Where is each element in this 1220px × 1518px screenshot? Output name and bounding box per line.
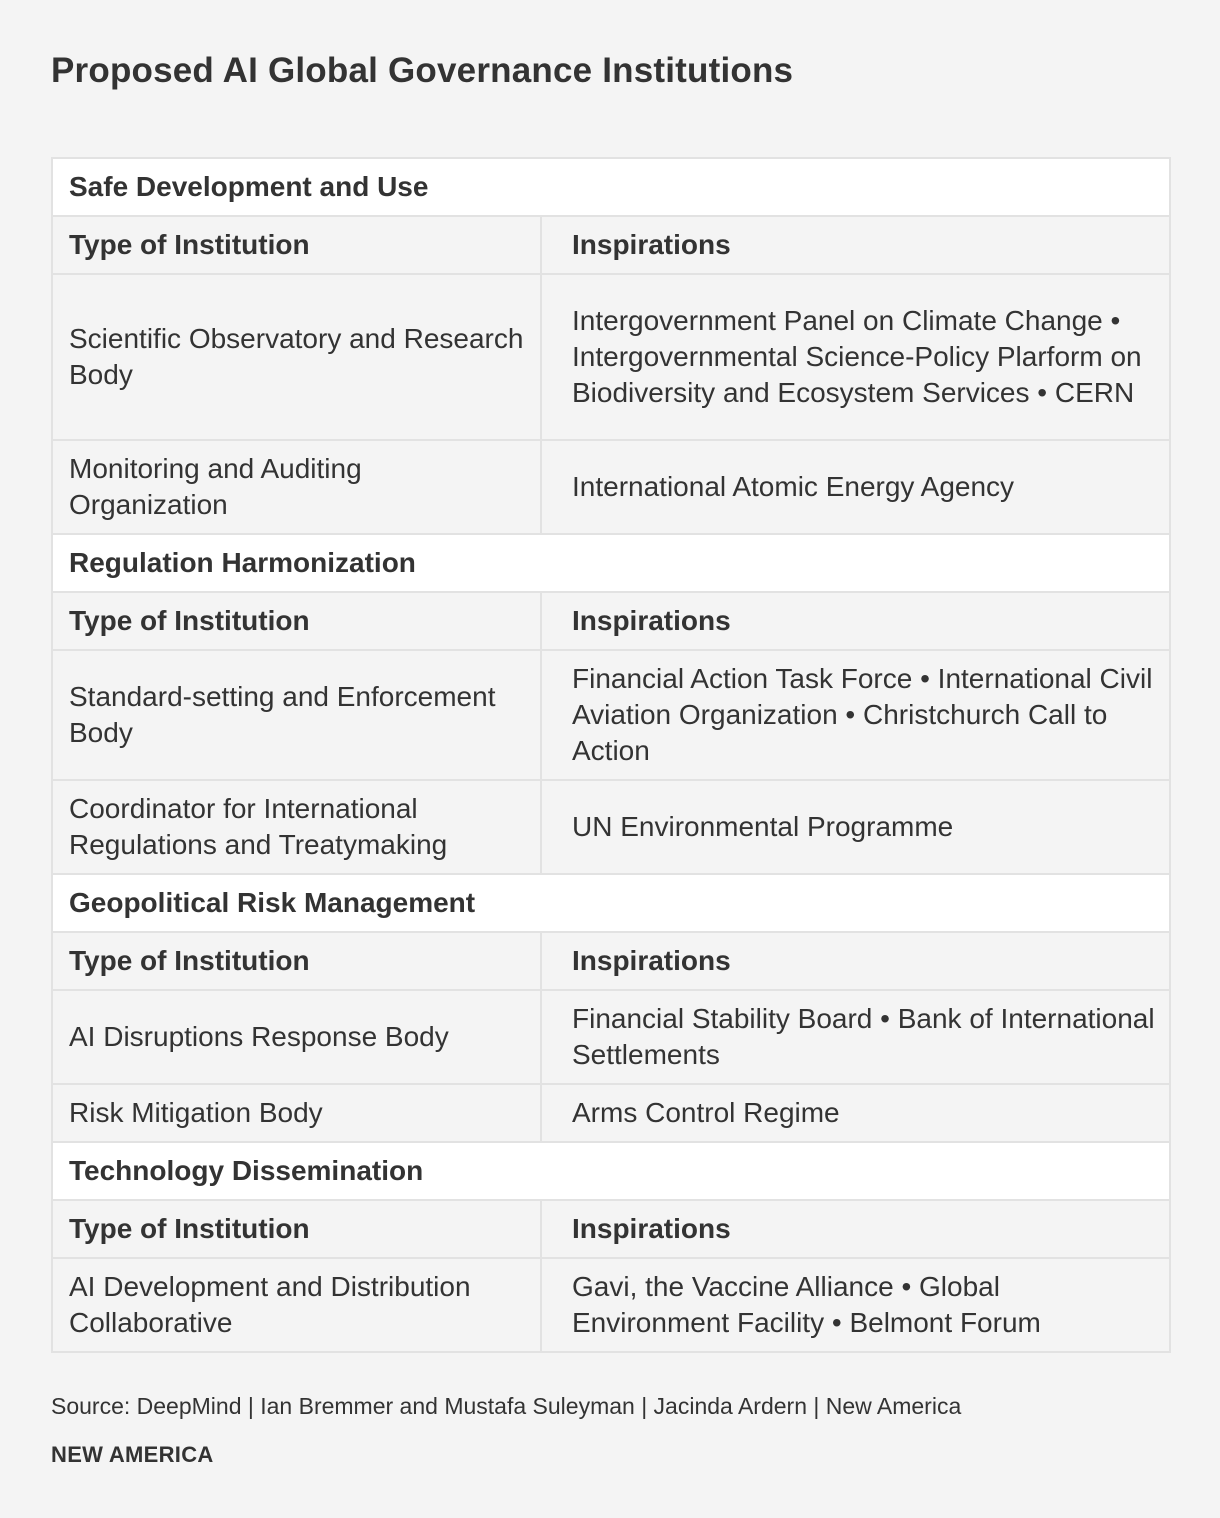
table-row (52, 1258, 1170, 1352)
governance-table-container (51, 157, 1169, 1353)
institution-type-cell: Risk Mitigation Body (52, 1084, 541, 1142)
column-header-row (52, 932, 1170, 990)
column-header-row (52, 1200, 1170, 1258)
page-title: Proposed AI Global Governance Institutions (51, 51, 794, 90)
section-heading-row (52, 874, 1170, 932)
table-row (52, 650, 1170, 780)
column-header-type: Type of Institution (52, 216, 541, 274)
institution-type-cell: Coordinator for International Regulations and Treatymaking (52, 780, 541, 874)
source-note: Source: DeepMind | Ian Bremmer and Mustafa Suleyman | Jacinda Ardern | New America (51, 1393, 962, 1419)
table-row (52, 780, 1170, 874)
institution-type-cell: AI Development and Distribution Collaborative (52, 1258, 541, 1352)
institution-type-cell: Scientific Observatory and Research Body (52, 274, 541, 440)
inspirations-cell: Intergovernment Panel on Climate Change • Intergovernmental Science-Policy Plarform on Biodiversity and Ecosystem Services • CERN (541, 274, 1170, 440)
column-header-row (52, 216, 1170, 274)
inspirations-cell: Gavi, the Vaccine Alliance • Global Environment Facility • Belmont Forum (541, 1258, 1170, 1352)
column-header-inspirations: Inspirations (541, 1200, 1170, 1258)
column-header-inspirations: Inspirations (541, 932, 1170, 990)
section-heading-row (52, 1142, 1170, 1200)
institution-type-cell: Monitoring and Auditing Organization (52, 440, 541, 534)
column-header-row (52, 592, 1170, 650)
column-header-type: Type of Institution (52, 1200, 541, 1258)
section-heading: Safe Development and Use (52, 158, 1170, 216)
inspirations-cell: UN Environmental Programme (541, 780, 1170, 874)
inspirations-cell: Financial Action Task Force • International Civil Aviation Organization • Christchurch Call to Action (541, 650, 1170, 780)
table-row (52, 440, 1170, 534)
column-header-type: Type of Institution (52, 932, 541, 990)
table-row (52, 274, 1170, 440)
section-heading: Geopolitical Risk Management (52, 874, 1170, 932)
table-row (52, 990, 1170, 1084)
table-row (52, 1084, 1170, 1142)
inspirations-cell: Financial Stability Board • Bank of International Settlements (541, 990, 1170, 1084)
section-heading: Regulation Harmonization (52, 534, 1170, 592)
column-header-inspirations: Inspirations (541, 592, 1170, 650)
brand-logo-text: NEW AMERICA (51, 1442, 214, 1467)
inspirations-cell: Arms Control Regime (541, 1084, 1170, 1142)
governance-table (51, 157, 1171, 1353)
column-header-type: Type of Institution (52, 592, 541, 650)
section-heading-row (52, 534, 1170, 592)
section-heading: Technology Dissemination (52, 1142, 1170, 1200)
institution-type-cell: AI Disruptions Response Body (52, 990, 541, 1084)
column-header-inspirations: Inspirations (541, 216, 1170, 274)
inspirations-cell: International Atomic Energy Agency (541, 440, 1170, 534)
section-heading-row (52, 158, 1170, 216)
institution-type-cell: Standard-setting and Enforcement Body (52, 650, 541, 780)
